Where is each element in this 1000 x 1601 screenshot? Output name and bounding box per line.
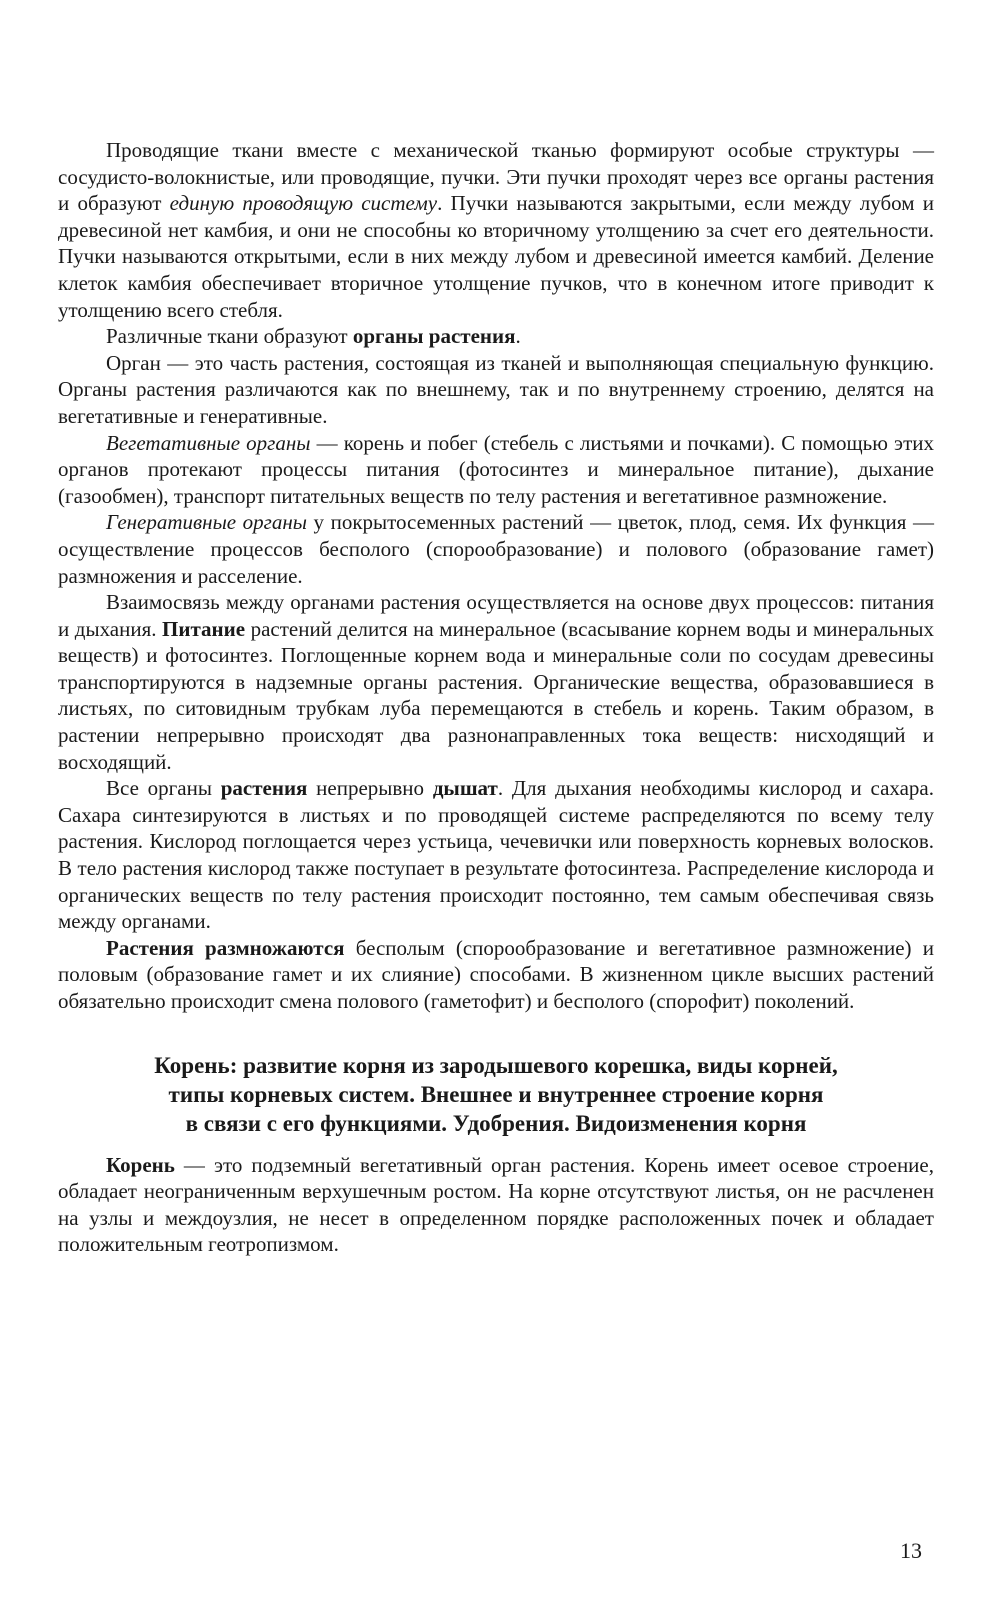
text-run: Различные ткани образуют xyxy=(106,324,353,349)
bold-term: органы растения xyxy=(352,324,516,349)
paragraph xyxy=(58,775,934,935)
paragraph xyxy=(58,350,934,430)
text-run: — корень и побег (стебель с листьями и почками). С помощью этих органов протекают процессы питания (фотосинтез и минеральное питание), дыхание (газообмен), транспорт питательных веществ по телу растения и вегетативное размножение. xyxy=(58,430,934,508)
text-run: растений делится на минеральное (всасывание корнем воды и минеральных веществ) и фотосинтез. Поглощенные корнем вода и минеральные соли по сосудам древесины транспортируются в надземные органы растения. Органические вещества, образовавшиеся в листьях, по ситовидным трубкам луба перемещаются в стебель и корень. Таким образом, в растении непрерывно происходят два разнонаправленных тока веществ: нисходящий и восходящий. xyxy=(58,616,934,774)
main-text xyxy=(58,137,934,1258)
paragraph xyxy=(58,1152,934,1258)
paragraph xyxy=(58,137,934,323)
paragraphs-bottom xyxy=(58,1152,934,1258)
italic-term: Генеративные органы xyxy=(106,510,307,535)
italic-term: Вегетативные органы xyxy=(106,430,311,455)
text-run: . Для дыхания необходимы кислород и сахара. Сахара синтезируются в листьях и по проводящей системе распределяются по всему телу растения. Кислород поглощается через устьица, чечевички или поверхность корневых волосков. В тело растения кислород также поступает в результате фотосинтеза. Распределение кислорода и органических веществ по телу растения происходит постоянно, тем самым обеспечивая связь между органами. xyxy=(58,776,935,934)
paragraph xyxy=(58,430,934,510)
text-run: Все органы xyxy=(106,776,221,801)
heading-line: Корень: развитие корня из зародышевого корешка, виды корней, xyxy=(154,1052,838,1078)
bold-term: Корень xyxy=(106,1152,175,1177)
paragraph xyxy=(58,589,934,775)
text-run: у покрытосеменных растений — цветок, плод, семя. Их функция — осуществление процессов бесполого (спорообразование) и полового (образование гамет) размножения и расселение. xyxy=(58,510,934,588)
text-run: . Пучки называются закрытыми, если между лубом и древесиной нет камбия, и они не способны ко вторичному утолщению за счет его деятельности. Пучки называются открытыми, если в них между лубом и древесиной имеется камбий. Деление клеток камбия обеспечивает вторичное утолщение пучков, что в конечном итоге приводит к утолщению всего стебля. xyxy=(58,191,935,322)
bold-term: растения xyxy=(220,776,308,801)
italic-term: единую проводящую систему xyxy=(169,191,438,216)
bold-term: Питание xyxy=(162,616,246,641)
text-run: бесполым (спорообразование и вегетативное размножение) и половым (образование гамет и их слияние) способами. В жизненном цикле высших растений обязательно происходит смена полового (гаметофит) и бесполого (спорофит) поколений. xyxy=(58,935,934,1013)
paragraph xyxy=(58,323,934,350)
bold-term: дышат xyxy=(432,776,498,801)
paragraphs-top xyxy=(58,137,934,1015)
text-run: — это подземный вегетативный орган растения. Корень имеет осевое строение, обладает неограниченным верхушечным ростом. На корне отсутствуют листья, он не расчленен на узлы и междоузлия, не несет в определенном порядке расположенных почек и обладает положительным геотропизмом. xyxy=(58,1152,934,1257)
paragraph xyxy=(58,935,934,1015)
text-run: Взаимосвязь между органами растения осуществляется на основе двух процессов: питания и дыхания. xyxy=(58,590,934,641)
text-run: непрерывно xyxy=(307,776,433,801)
bold-term: Растения размножаются xyxy=(106,935,345,960)
heading-line: типы корневых систем. Внешнее и внутреннее строение корня xyxy=(168,1081,824,1107)
text-run: Орган — это часть растения, состоящая из тканей и выполняющая специальную функцию. Органы растения различаются как по внешнему, так и по внутреннему строению, делятся на вегетативные и генеративные. xyxy=(58,350,934,428)
page-number: 13 xyxy=(900,1538,922,1563)
section-heading xyxy=(58,1051,934,1138)
heading-line: в связи с его функциями. Удобрения. Видоизменения корня xyxy=(185,1110,807,1136)
text-run: Проводящие ткани вместе с механической тканью формируют особые структуры — сосудисто-волокнистые, или проводящие, пучки. Эти пучки проходят через все органы растения и образуют xyxy=(58,138,934,216)
text-run: . xyxy=(515,324,521,349)
paragraph xyxy=(58,509,934,589)
